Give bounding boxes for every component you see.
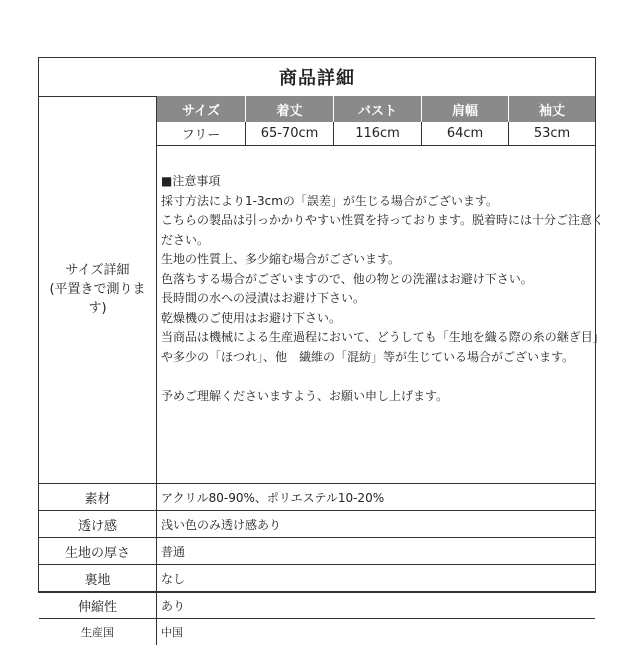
spec-row-sheerness xyxy=(39,511,595,538)
note-line-blank xyxy=(161,367,589,387)
size-value-shoulder: 64cm xyxy=(421,122,508,146)
size-value-length: 65-70cm xyxy=(245,122,333,146)
spec-label: 伸縮性 xyxy=(39,592,157,618)
note-line: ■注意事項 xyxy=(161,174,221,188)
size-header-shoulder: 肩幅 xyxy=(421,96,508,122)
spec-value: なし xyxy=(161,571,186,586)
note-line: 予めご理解くださいますよう、お願い申し上げます。 xyxy=(161,388,449,403)
size-table xyxy=(157,96,595,146)
sheet-title: 商品詳細 xyxy=(39,58,595,97)
size-header-bust: バスト xyxy=(333,96,421,122)
size-section-label-text: サイズ詳細 (平置きで測りま す) xyxy=(49,263,146,316)
spec-label: 透け感 xyxy=(39,511,157,537)
spec-row-stretch xyxy=(39,592,595,619)
spec-row-lining xyxy=(39,565,595,592)
note-line: 当商品は機械による生産過程において、どうしても「生地を織る際の糸の継ぎ目」 xyxy=(161,330,605,344)
note-line: 色落ちする場合がございますので、他の物との洗濯はお避け下さい。 xyxy=(161,271,533,286)
size-value-size: フリー xyxy=(157,122,245,146)
size-table-value-row xyxy=(157,122,595,146)
spec-value: 中国 xyxy=(161,626,183,639)
spec-value: 浅い色のみ透け感あり xyxy=(161,517,282,532)
size-value-bust: 116cm xyxy=(333,122,421,146)
size-header-size: サイズ xyxy=(157,96,245,122)
spec-row-thickness xyxy=(39,538,595,565)
size-value-sleeve: 53cm xyxy=(508,122,595,146)
spec-row-origin xyxy=(39,619,595,645)
note-line: こちらの製品は引っかかりやすい性質を持っております。脱着時には十分ご注意く xyxy=(161,213,605,227)
spec-value: アクリル80-90%、ポリエステル10-20% xyxy=(161,490,385,505)
product-detail-sheet xyxy=(38,57,605,639)
spec-value: 普通 xyxy=(161,544,186,559)
size-header-sleeve: 袖丈 xyxy=(508,96,595,122)
spec-label: 素材 xyxy=(39,484,157,510)
size-section-label xyxy=(39,96,157,484)
note-line: 生地の性質上、多少縮む場合がございます。 xyxy=(161,252,401,266)
spec-row-material xyxy=(39,484,595,511)
note-line: 長時間の水への浸漬はお避け下さい。 xyxy=(161,291,366,305)
note-line: や多少の「ほつれ」、他 繊維の「混紡」等が生じている場合がございます。 xyxy=(161,349,575,364)
caution-notes xyxy=(157,146,605,484)
spec-label: 生産国 xyxy=(39,619,157,645)
size-table-header-row xyxy=(157,96,595,122)
note-line: ださい。 xyxy=(161,232,210,247)
size-header-length: 着丈 xyxy=(245,96,333,122)
note-line: 採寸方法により1-3cmの「誤差」が生じる場合がございます。 xyxy=(161,193,498,208)
spec-value: あり xyxy=(161,598,186,613)
spec-label: 裏地 xyxy=(39,565,157,591)
note-line: 乾燥機のご使用はお避け下さい。 xyxy=(161,310,342,325)
spec-label: 生地の厚さ xyxy=(39,538,157,564)
